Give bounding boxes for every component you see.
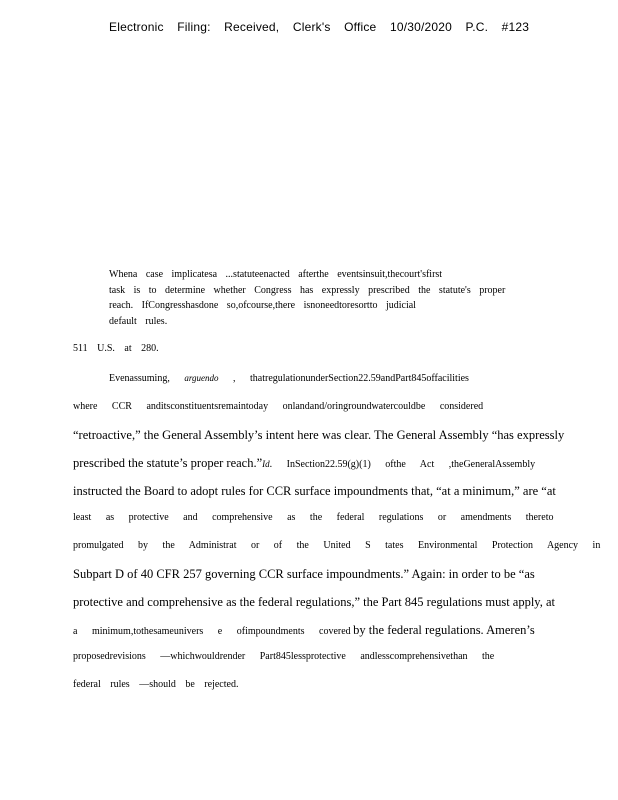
body-line: Subpart D of 40 CFR 257 governing CCR surface impoundments.” Again: in order to be “as bbox=[73, 567, 535, 581]
body-line bbox=[73, 623, 535, 638]
body-line: protective and comprehensive as the federal regulations,” the Part 845 regulations must apply, at bbox=[73, 595, 556, 609]
filing-header: Electronic Filing: Received, Clerk's Office 10/30/2020 P.C. #123 bbox=[109, 20, 530, 34]
body-line: “retroactive,” the General Assembly’s intent here was clear. The General Assembly “has expressly bbox=[73, 428, 565, 442]
body-line: proposedrevisions —whichwouldrender Part845lessprotective andlesscomprehensivethan the bbox=[73, 651, 495, 662]
body-line-text: Evenassuming, bbox=[109, 373, 170, 384]
body-line bbox=[73, 456, 535, 471]
italic-term: arguendo bbox=[184, 373, 219, 383]
body-line-text: by the federal regulations. Ameren’s bbox=[353, 623, 535, 637]
body-line-text: . InSection22.59(g)(1) ofthe Act ,theGeneralAssembly bbox=[269, 459, 536, 470]
italic-term: Id bbox=[262, 459, 270, 469]
body-line: instructed the Board to adopt rules for CCR surface impoundments that, “at a minimum,” are “at bbox=[73, 484, 556, 498]
case-citation: 511 U.S. at 280. bbox=[73, 343, 159, 354]
body-line bbox=[109, 373, 469, 384]
body-line-text: a minimum,tothesameunivers e ofimpoundments covered bbox=[73, 626, 351, 637]
body-line-text: , thatregulationunderSection22.59andPart845offacilities bbox=[233, 373, 469, 384]
body-line-text: prescribed the statute’s proper reach.” bbox=[73, 456, 263, 470]
block-quote-line: default rules. bbox=[109, 315, 168, 327]
block-quote-line: Whena case implicatesa ...statuteenacted afterthe eventsinsuit,thecourt'sfirst bbox=[109, 269, 443, 280]
body-line: least as protective and comprehensive as the federal regulations or amendments thereto bbox=[73, 512, 554, 523]
body-line: where CCR anditsconstituentsremaintoday onlandand/oringroundwatercouldbe considered bbox=[73, 401, 484, 412]
block-quote-line: task is to determine whether Congress has expressly prescribed the statute's proper bbox=[109, 284, 506, 296]
block-quote bbox=[109, 267, 509, 329]
body-line: federal rules —should be rejected. bbox=[73, 679, 239, 690]
block-quote-line: reach. IfCongresshasdone so,ofcourse,there isnoneedtoresortto judicial bbox=[109, 300, 416, 311]
body-line: promulgated by the Administrat or of the United S tates Environmental Protection Agency in bbox=[73, 540, 601, 551]
